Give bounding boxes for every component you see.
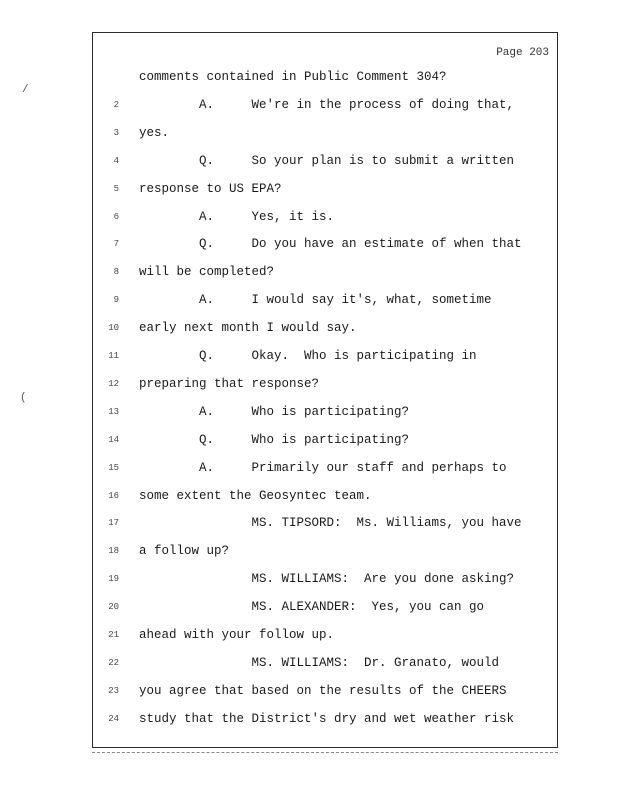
transcript-line: [93, 681, 559, 701]
line-number: 4: [113, 155, 119, 166]
bottom-rule: [92, 752, 558, 753]
transcript-line: [93, 430, 559, 450]
transcript-line: [93, 625, 559, 645]
line-number: 15: [108, 462, 119, 473]
line-text: you agree that based on the results of the CHEERS: [139, 683, 507, 698]
transcript-line: [93, 151, 559, 171]
line-text: comments contained in Public Comment 304?: [139, 70, 447, 84]
line-text: A. Primarily our staff and perhaps to: [139, 460, 507, 475]
margin-mark: /: [22, 84, 29, 96]
line-number: 14: [108, 434, 119, 445]
line-number: 23: [108, 685, 119, 696]
line-text: Q. So your plan is to submit a written: [139, 153, 515, 168]
line-text: will be completed?: [139, 265, 275, 280]
transcript-line: [93, 541, 559, 561]
line-text: Q. Do you have an estimate of when that: [139, 237, 522, 252]
line-number: 17: [108, 518, 119, 529]
transcript-page: [92, 32, 558, 748]
line-number: 13: [108, 406, 119, 417]
line-text: A. Yes, it is.: [139, 209, 335, 224]
line-text: A. Who is participating?: [139, 404, 410, 419]
line-number: 6: [113, 211, 119, 222]
line-text: a follow up?: [139, 544, 230, 559]
line-number: 10: [108, 323, 119, 334]
transcript-line: [93, 207, 559, 227]
transcript-line: [93, 123, 559, 143]
line-number: 5: [113, 183, 119, 194]
line-number: 18: [108, 546, 119, 557]
margin-mark: (: [20, 392, 27, 404]
line-text: A. I would say it's, what, sometime: [139, 293, 492, 308]
line-text: yes.: [139, 125, 170, 140]
transcript-line: [93, 374, 559, 394]
line-number: 22: [108, 657, 119, 668]
line-text: MS. WILLIAMS: Dr. Granato, would: [139, 655, 500, 670]
transcript-line: [93, 569, 559, 589]
line-number: 9: [113, 295, 119, 306]
line-text: MS. WILLIAMS: Are you done asking?: [139, 572, 515, 587]
line-number: 20: [108, 602, 119, 613]
transcript-line: [93, 318, 559, 338]
line-number: 3: [113, 127, 119, 138]
transcript-line: [93, 234, 559, 254]
line-text: ahead with your follow up.: [139, 628, 335, 642]
line-text: Q. Who is participating?: [139, 432, 410, 447]
transcript-line: [93, 67, 559, 87]
transcript-line: [93, 709, 559, 729]
line-number: 2: [113, 99, 119, 110]
line-text: Q. Okay. Who is participating in: [139, 349, 477, 363]
line-text: preparing that response?: [139, 376, 320, 391]
line-number: 11: [108, 351, 119, 361]
transcript-line: [93, 262, 559, 282]
transcript-line: [93, 486, 559, 506]
line-number: 8: [113, 267, 119, 278]
line-number: 21: [108, 630, 119, 640]
line-text: MS. TIPSORD: Ms. Williams, you have: [139, 516, 522, 531]
line-text: some extent the Geosyntec team.: [139, 488, 372, 503]
transcript-line: [93, 95, 559, 115]
transcript-line: [93, 458, 559, 478]
line-text: MS. ALEXANDER: Yes, you can go: [139, 600, 485, 615]
line-number: 12: [108, 378, 119, 389]
line-number: 7: [113, 239, 119, 250]
line-number: 16: [108, 490, 119, 501]
line-text: early next month I would say.: [139, 321, 357, 336]
line-number: 24: [108, 713, 119, 724]
line-text: A. We're in the process of doing that,: [139, 97, 515, 112]
transcript-line: [93, 290, 559, 310]
transcript-line: [93, 346, 559, 366]
transcript-line: [93, 597, 559, 617]
line-text: response to US EPA?: [139, 181, 282, 196]
transcript-line: [93, 402, 559, 422]
transcript-line: [93, 513, 559, 533]
line-number: 19: [108, 574, 119, 585]
line-text: study that the District's dry and wet weather risk: [139, 711, 515, 726]
transcript-line: [93, 179, 559, 199]
transcript-line: [93, 653, 559, 673]
page-number-header: Page 203: [496, 47, 549, 59]
